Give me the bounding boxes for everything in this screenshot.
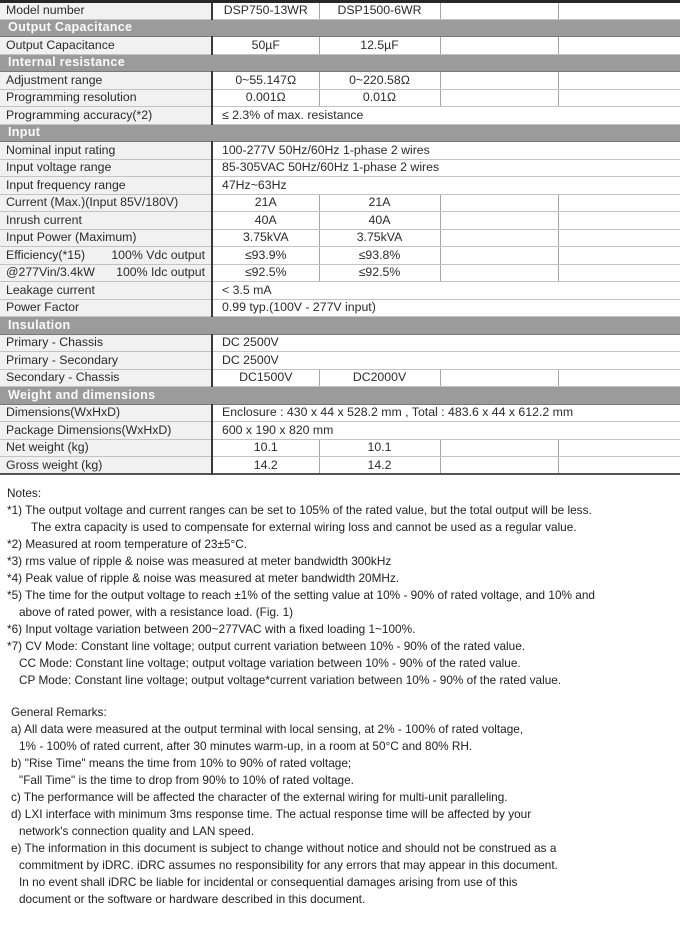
row-label: Inrush current [0,212,212,230]
notes-line: *5) The time for the output voltage to reach ±1% of the setting value at 10% - 90% of rated voltage, and 10% and [7,588,595,602]
row-label: Power Factor [0,299,212,317]
spec-row [0,352,680,370]
value-cell-model-1: ≤92.5% [212,264,319,282]
row-label: Input Power (Maximum) [0,229,212,247]
spec-row [0,194,680,212]
spec-row [0,212,680,230]
notes-line: *4) Peak value of ripple & noise was measured at meter bandwidth 20MHz. [7,571,400,585]
row-label: Output Capacitance [0,37,212,55]
empty-cell [440,457,558,475]
row-label: Net weight (kg) [0,439,212,457]
empty-cell [440,264,558,282]
row-label: Model number [0,2,212,20]
notes-line: commitment by iDRC. iDRC assumes no responsibility for any errors that may appear in this document. [19,858,558,872]
empty-cell [440,247,558,265]
spec-row [0,177,680,195]
empty-cell [440,212,558,230]
empty-cell [558,229,680,247]
empty-cell [558,369,680,387]
row-label: Dimensions(WxHxD) [0,404,212,422]
empty-cell [558,247,680,265]
row-label: Secondary - Chassis [0,369,212,387]
value-cell-model-1: DSP750-13WR [212,2,319,20]
value-cell-model-2: 40A [319,212,440,230]
notes-line: *2) Measured at room temperature of 23±5°C. [7,537,248,551]
row-label: Programming accuracy(*2) [0,107,212,125]
value-cell-model-1: 0.001Ω [212,89,319,107]
row-label-right: 100% Idc output [116,265,205,280]
span-value-cell: 600 x 190 x 820 mm [212,422,680,440]
value-cell-model-2: DSP1500-6WR [319,2,440,20]
notes-line: e) The information in this document is subject to change without notice and should not be construed as a [11,841,557,855]
empty-cell [440,89,558,107]
section-header-row [0,19,680,37]
spec-row [0,404,680,422]
value-cell-model-2: ≤93.8% [319,247,440,265]
value-cell-model-1: 50µF [212,37,319,55]
notes-line: network's connection quality and LAN speed. [19,824,255,838]
spec-table-body [0,2,680,475]
spec-row [0,457,680,475]
empty-cell [558,212,680,230]
span-value-cell: 0.99 typ.(100V - 277V input) [212,299,680,317]
value-cell-model-2: 10.1 [319,439,440,457]
empty-cell [440,229,558,247]
empty-cell [558,89,680,107]
row-label [0,264,212,282]
notes-line: The extra capacity is used to compensate for external wiring loss and cannot be used as a regular value. [31,520,577,534]
row-label: Gross weight (kg) [0,457,212,475]
section-header-label: Weight and dimensions [0,387,680,405]
spec-row [0,299,680,317]
notes-line: In no event shall iDRC be liable for incidental or consequential damages arising from use of this [19,875,518,889]
notes-line: a) All data were measured at the output terminal with local sensing, at 2% - 100% of rated voltage, [11,722,524,736]
row-label-left: @277Vin/3.4kW [6,265,95,280]
section-header-row [0,54,680,72]
row-label: Current (Max.)(Input 85V/180V) [0,194,212,212]
value-cell-model-1: 3.75kVA [212,229,319,247]
value-cell-model-2: 21A [319,194,440,212]
empty-cell [440,72,558,90]
span-value-cell: DC 2500V [212,352,680,370]
notes-line: *1) The output voltage and current ranges can be set to 105% of the rated value, but the total output will be less. [7,503,592,517]
empty-cell [440,194,558,212]
span-value-cell: 47Hz~63Hz [212,177,680,195]
empty-cell [558,264,680,282]
row-label-left: Efficiency(*15) [6,247,86,262]
empty-cell [440,369,558,387]
section-header-label: Input [0,124,680,142]
span-value-cell: ≤ 2.3% of max. resistance [212,107,680,125]
empty-cell [558,2,680,20]
spec-row [0,264,680,282]
span-value-cell: DC 2500V [212,334,680,352]
span-value-cell: 100-277V 50Hz/60Hz 1-phase 2 wires [212,142,680,160]
empty-cell [440,37,558,55]
value-cell-model-2: ≤92.5% [319,264,440,282]
value-cell-model-1: 21A [212,194,319,212]
span-value-cell: 85-305VAC 50Hz/60Hz 1-phase 2 wires [212,159,680,177]
section-header-label: Output Capacitance [0,19,680,37]
row-label: Programming resolution [0,89,212,107]
notes-blank-line [0,689,680,704]
row-label: Package Dimensions(WxHxD) [0,422,212,440]
spec-row [0,282,680,300]
row-label [0,247,212,265]
row-label: Input voltage range [0,159,212,177]
section-header-row [0,317,680,335]
span-value-cell: Enclosure : 430 x 44 x 528.2 mm , Total : 483.6 x 44 x 612.2 mm [212,404,680,422]
value-cell-model-2: DC2000V [319,369,440,387]
row-label-split [6,266,205,279]
spec-row [0,334,680,352]
notes-line: above of rated power, with a resistance load. (Fig. 1) [19,605,294,619]
value-cell-model-2: 3.75kVA [319,229,440,247]
notes-section [0,485,680,908]
notes-line: General Remarks: [11,705,107,719]
spec-row [0,439,680,457]
notes-line: c) The performance will be affected the character of the external wiring for multi-unit paralleling. [11,790,508,804]
notes-line: Notes: [7,486,42,500]
span-value-cell: < 3.5 mA [212,282,680,300]
notes-line: 1% - 100% of rated current, after 30 minutes warm-up, in a room at 50°C and 80% RH. [19,739,473,753]
section-header-label: Insulation [0,317,680,335]
section-header-label: Internal resistance [0,54,680,72]
notes-line: *3) rms value of ripple & noise was measured at meter bandwidth 300kHz [7,554,392,568]
notes-line: d) LXI interface with minimum 3ms response time. The actual response time will be affected by your [11,807,532,821]
row-label: Input frequency range [0,177,212,195]
row-label: Primary - Chassis [0,334,212,352]
value-cell-model-2: 12.5µF [319,37,440,55]
spec-row [0,37,680,55]
empty-cell [558,72,680,90]
empty-cell [558,439,680,457]
section-header-row [0,124,680,142]
spec-row [0,159,680,177]
spec-row [0,72,680,90]
value-cell-model-1: 14.2 [212,457,319,475]
empty-cell [440,439,558,457]
notes-line: "Fall Time" is the time to drop from 90% to 10% of rated voltage. [19,773,354,787]
empty-cell [558,37,680,55]
value-cell-model-1: ≤93.9% [212,247,319,265]
row-label: Adjustment range [0,72,212,90]
notes-line: CC Mode: Constant line voltage; output voltage variation between 10% - 90% of the rated value. [19,656,521,670]
row-label: Primary - Secondary [0,352,212,370]
notes-line: document or the software or hardware described in this document. [19,892,366,906]
row-label: Leakage current [0,282,212,300]
section-header-row [0,387,680,405]
spec-row [0,369,680,387]
notes-line: *6) Input voltage variation between 200~277VAC with a fixed loading 1~100%. [7,622,416,636]
spec-row [0,247,680,265]
spec-row [0,142,680,160]
value-cell-model-1: 0~55.147Ω [212,72,319,90]
empty-cell [558,194,680,212]
value-cell-model-2: 14.2 [319,457,440,475]
spec-row [0,89,680,107]
spec-row [0,229,680,247]
empty-cell [440,2,558,20]
value-cell-model-1: 10.1 [212,439,319,457]
spec-row [0,422,680,440]
row-label-split [6,249,205,262]
value-cell-model-1: DC1500V [212,369,319,387]
row-label: Nominal input rating [0,142,212,160]
spec-row [0,107,680,125]
spec-row [0,2,680,20]
value-cell-model-2: 0~220.58Ω [319,72,440,90]
empty-cell [558,457,680,475]
value-cell-model-1: 40A [212,212,319,230]
value-cell-model-2: 0.01Ω [319,89,440,107]
row-label-right: 100% Vdc output [111,247,205,262]
notes-line: b) "Rise Time" means the time from 10% to 90% of rated voltage; [11,756,352,770]
notes-line: *7) CV Mode: Constant line voltage; output current variation between 10% - 90% of the rated value. [7,639,526,653]
notes-line: CP Mode: Constant line voltage; output voltage*current variation between 10% - 90% of the rated value. [19,673,562,687]
